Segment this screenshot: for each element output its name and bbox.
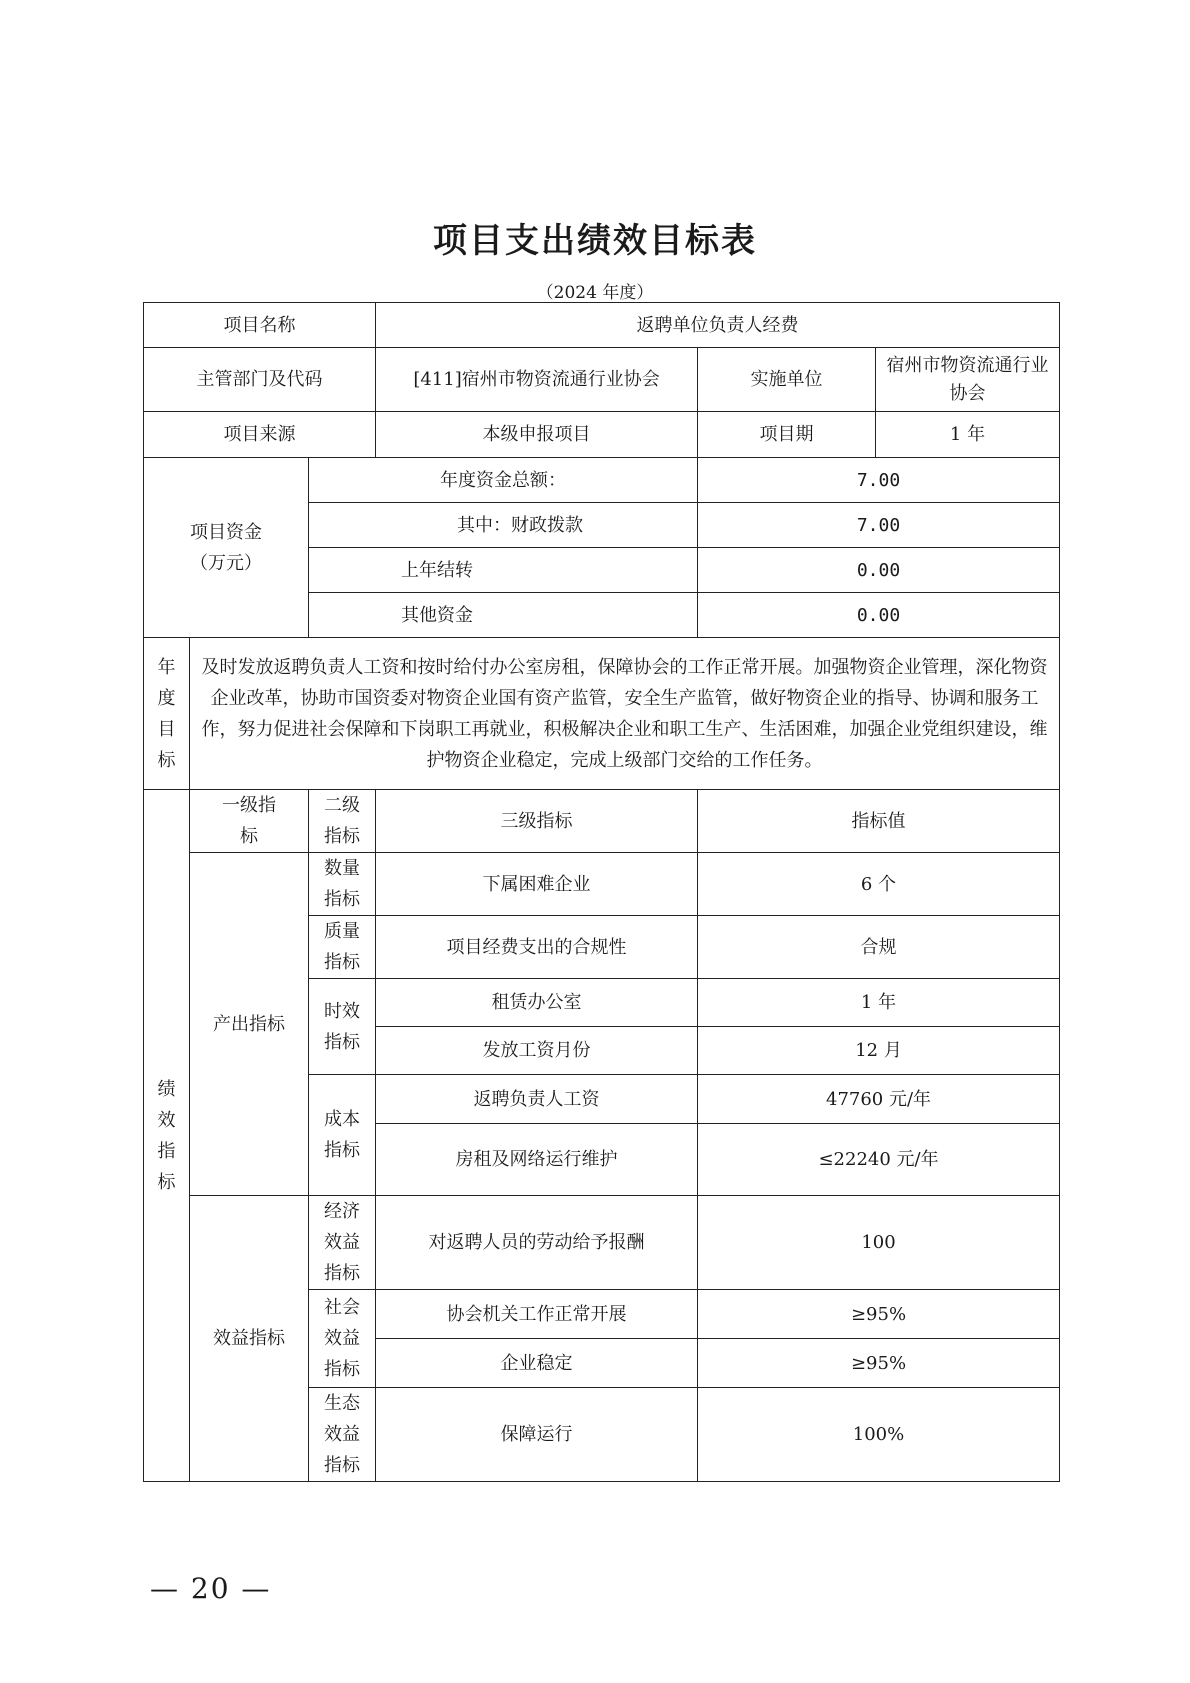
benefit-indicators-label: 效益指标 bbox=[190, 1196, 309, 1482]
source-value: 本级申报项目 bbox=[376, 412, 698, 458]
level2-indicator: 质量指标 bbox=[324, 921, 360, 973]
funds-item-value: 0.00 bbox=[698, 593, 1060, 638]
output-indicators-label: 产出指标 bbox=[190, 853, 309, 1196]
level2-indicator: 生态效益指标 bbox=[324, 1393, 360, 1476]
source-row bbox=[144, 412, 1060, 458]
indicator-value: 100% bbox=[698, 1388, 1060, 1482]
level2-indicator: 数量指标 bbox=[324, 858, 360, 910]
header-level2: 二级指标 bbox=[324, 795, 360, 847]
funds-item-label: 上年结转 bbox=[309, 548, 698, 593]
funds-item-label: 年度资金总额： bbox=[309, 458, 698, 503]
implementer-value: 宿州市物资流通行业协会 bbox=[876, 348, 1060, 412]
year-label: （2024 年度） bbox=[536, 283, 654, 303]
level2-indicator: 经济效益指标 bbox=[324, 1201, 360, 1284]
level3-indicator: 下属困难企业 bbox=[376, 853, 698, 916]
funds-item-label: 其他资金 bbox=[309, 593, 698, 638]
department-label: 主管部门及代码 bbox=[144, 348, 376, 412]
level2-indicator: 时效指标 bbox=[324, 1000, 360, 1053]
header-value: 指标值 bbox=[698, 790, 1060, 853]
level3-indicator: 对返聘人员的劳动给予报酬 bbox=[376, 1196, 698, 1290]
annual-goal-row bbox=[144, 638, 1060, 790]
annual-goal-text: 及时发放返聘负责人工资和按时给付办公室房租，保障协会的工作正常开展。加强物资企业管理，深化物资企业改革，协助市国资委对物资企业国有资产监管，安全生产监管，做好物资企业的指导、协调和服务工作，努力促进社会保障和下岗职工再就业，积极解决企业和职工生产、生活困难，加强企业党组织建设，维护物资企业稳定，完成上级部门交给的工作任务。 bbox=[190, 638, 1060, 790]
indicator-value: ≥95% bbox=[698, 1339, 1060, 1388]
implementer-label: 实施单位 bbox=[698, 348, 876, 412]
page-title: 项目支出绩效目标表 bbox=[433, 221, 757, 261]
performance-indicators-label: 绩效指标 bbox=[157, 1078, 176, 1193]
funds-label-cell bbox=[144, 458, 309, 638]
department-row bbox=[144, 348, 1060, 412]
level3-indicator: 保障运行 bbox=[376, 1388, 698, 1482]
indicator-value: ≤22240 元/年 bbox=[698, 1124, 1060, 1196]
performance-table bbox=[143, 302, 1060, 1482]
level3-indicator: 协会机关工作正常开展 bbox=[376, 1290, 698, 1339]
header-level1: 一级指标 bbox=[222, 795, 276, 847]
indicator-header-row bbox=[144, 790, 1060, 853]
funds-item-value: 7.00 bbox=[698, 503, 1060, 548]
level3-indicator: 发放工资月份 bbox=[376, 1027, 698, 1075]
funds-row bbox=[144, 458, 1060, 503]
level2-indicator: 社会效益指标 bbox=[324, 1297, 360, 1380]
project-name-label: 项目名称 bbox=[144, 303, 376, 348]
level2-indicator: 成本指标 bbox=[324, 1109, 360, 1161]
page-number: — 20 — bbox=[150, 1572, 272, 1605]
funds-item-value: 0.00 bbox=[698, 548, 1060, 593]
project-name-row bbox=[144, 303, 1060, 348]
level3-indicator: 项目经费支出的合规性 bbox=[376, 916, 698, 979]
level3-indicator: 返聘负责人工资 bbox=[376, 1075, 698, 1124]
indicator-value: 12 月 bbox=[698, 1027, 1060, 1075]
indicator-value: ≥95% bbox=[698, 1290, 1060, 1339]
level3-indicator: 房租及网络运行维护 bbox=[376, 1124, 698, 1196]
indicator-row bbox=[144, 1196, 1060, 1290]
indicator-value: 100 bbox=[698, 1196, 1060, 1290]
indicator-value: 47760 元/年 bbox=[698, 1075, 1060, 1124]
funds-item-label: 其中：财政拨款 bbox=[309, 503, 698, 548]
indicator-value: 合规 bbox=[698, 916, 1060, 979]
indicator-row bbox=[144, 853, 1060, 916]
period-label: 项目期 bbox=[698, 412, 876, 458]
annual-goal-label: 年度目标 bbox=[157, 656, 176, 771]
indicator-value: 1 年 bbox=[698, 979, 1060, 1027]
level3-indicator: 租赁办公室 bbox=[376, 979, 698, 1027]
source-label: 项目来源 bbox=[144, 412, 376, 458]
project-name-value: 返聘单位负责人经费 bbox=[376, 303, 1060, 348]
funds-label: 项目资金 bbox=[190, 521, 262, 543]
level3-indicator: 企业稳定 bbox=[376, 1339, 698, 1388]
header-level3: 三级指标 bbox=[376, 790, 698, 853]
period-value: 1 年 bbox=[876, 412, 1060, 458]
funds-unit: （万元） bbox=[190, 552, 262, 574]
funds-item-value: 7.00 bbox=[698, 458, 1060, 503]
indicator-value: 6 个 bbox=[698, 853, 1060, 916]
department-value: [411]宿州市物资流通行业协会 bbox=[376, 348, 698, 412]
